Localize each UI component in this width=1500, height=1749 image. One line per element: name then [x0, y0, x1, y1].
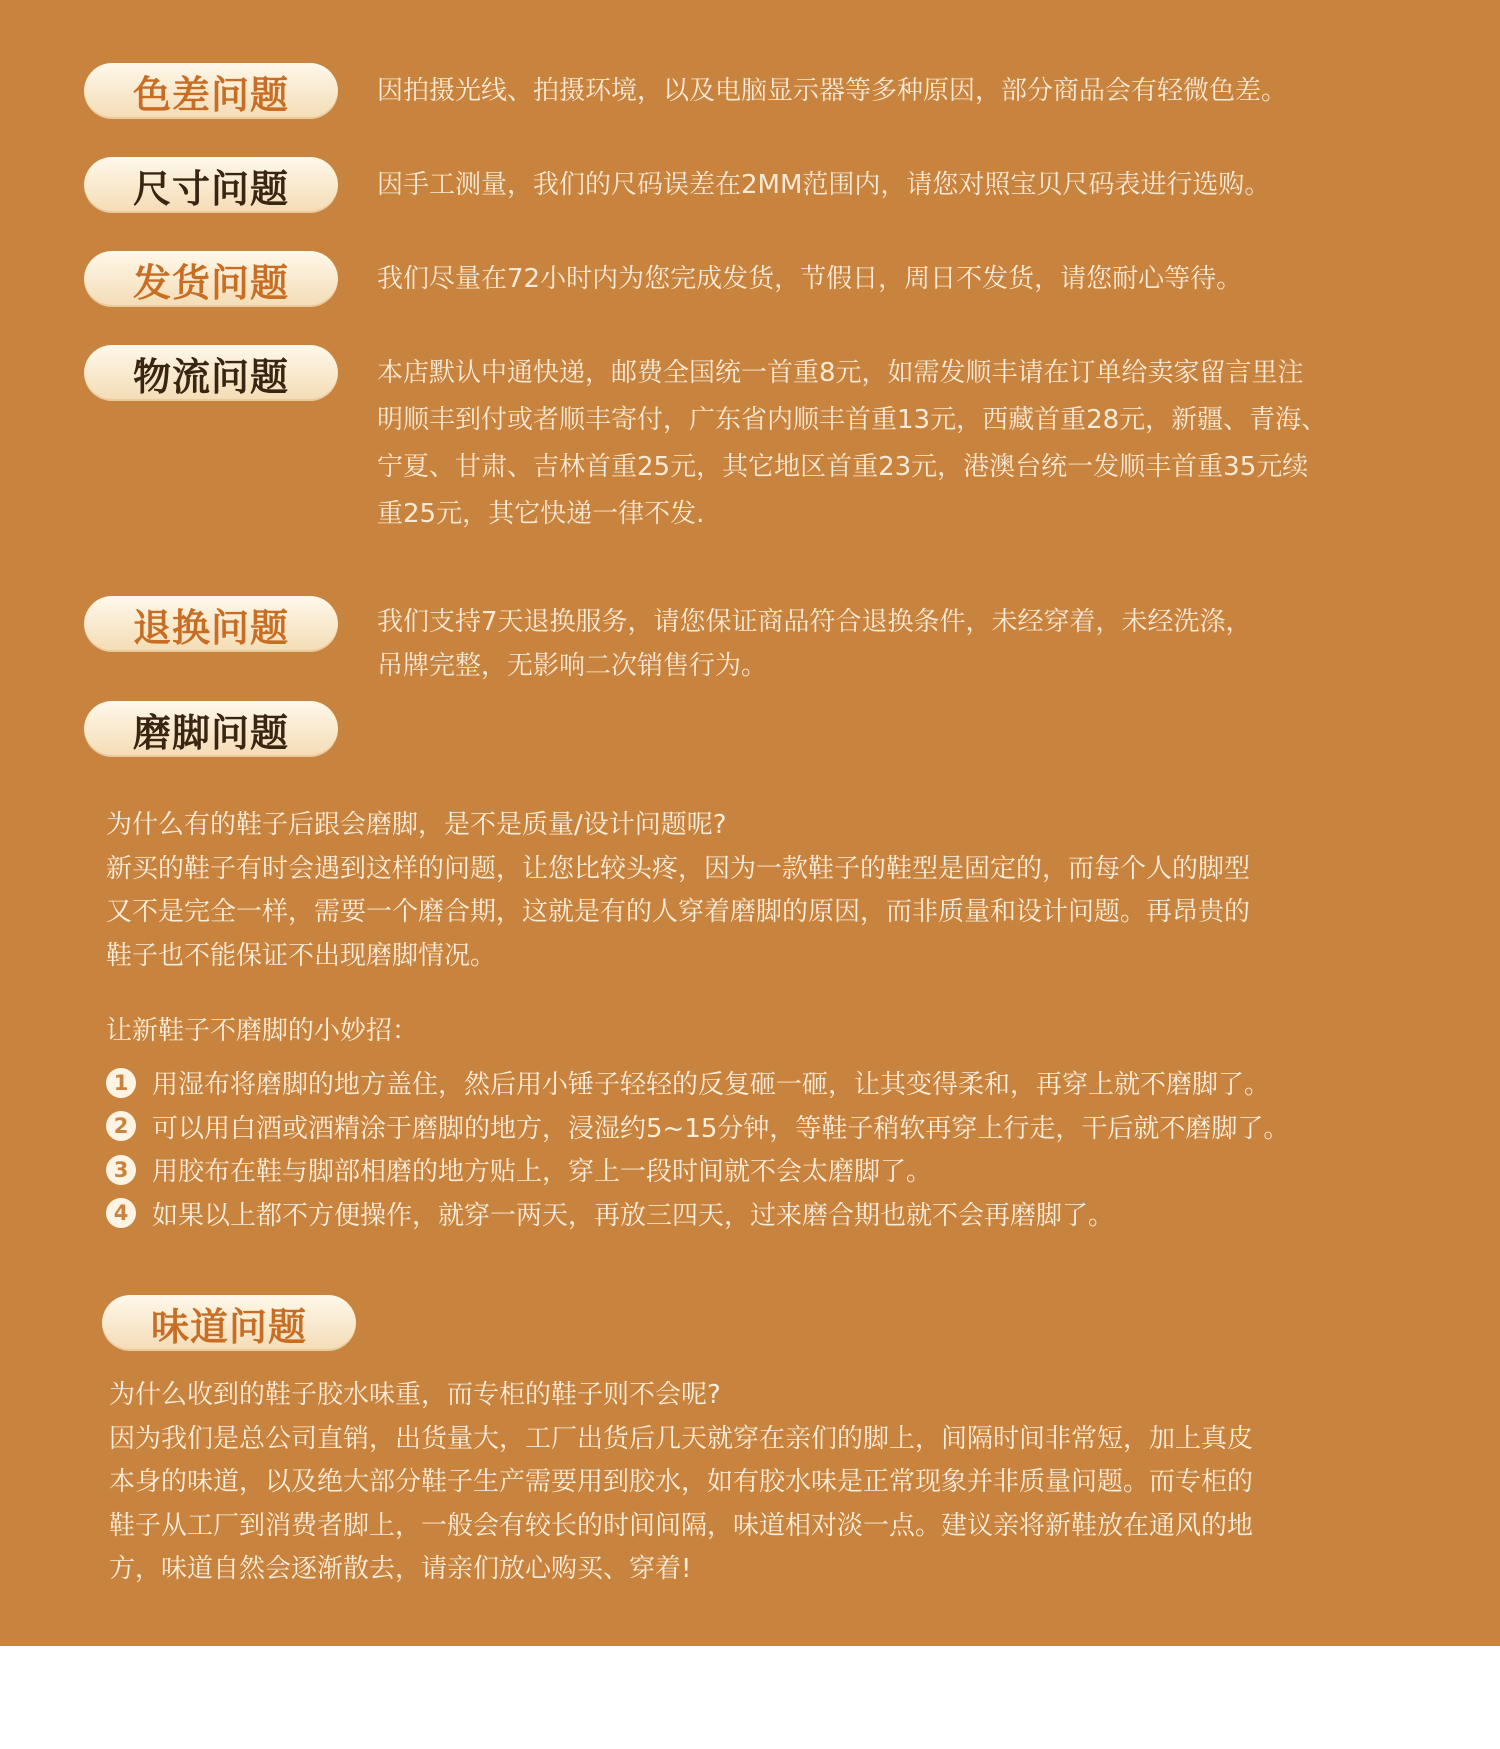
smell-label: 味道问题: [102, 1295, 356, 1351]
returns-line: 吊牌完整，无影响二次销售行为。: [377, 651, 768, 681]
shipping-label: 发货问题: [84, 251, 338, 307]
color-difference-label: 色差问题: [84, 63, 338, 119]
tip-item: [106, 1105, 1436, 1149]
returns-line: 我们支持7天退换服务，请您保证商品符合退换条件，未经穿着，未经洗涤，: [377, 607, 1252, 637]
rubbing-line: 为什么有的鞋子后跟会磨脚，是不是质量/设计问题呢?: [106, 810, 727, 840]
tip-text: 用湿布将磨脚的地方盖住，然后用小锤子轻轻的反复砸一砸，让其变得柔和，再穿上就不磨脚了。: [152, 1070, 1271, 1101]
logistics-line: 宁夏、甘肃、吉林首重25元，其它地区首重23元，港澳台统一发顺丰首重35元续: [377, 452, 1309, 482]
rubbing-label: 磨脚问题: [84, 701, 338, 757]
rubbing-text: [106, 804, 1406, 978]
returns-text: [377, 600, 1417, 688]
tip-item: [106, 1192, 1436, 1236]
logistics-line: 本店默认中通快递，邮费全国统一首重8元，如需发顺丰请在订单给卖家留言里注: [377, 358, 1304, 388]
smell-line: 因为我们是总公司直销，出货量大，工厂出货后几天就穿在亲们的脚上，间隔时间非常短，加上真皮: [109, 1423, 1254, 1454]
rubbing-line: 新买的鞋子有时会遇到这样的问题，让您比较头疼，因为一款鞋子的鞋型是固定的，而每个人的脚型: [106, 853, 1251, 884]
tip-item: [106, 1061, 1436, 1105]
smell-line: 鞋子从工厂到消费者脚上，一般会有较长的时间间隔，味道相对淡一点。建议亲将新鞋放在通风的地: [109, 1510, 1254, 1541]
logistics-text: [377, 350, 1417, 538]
tip-text: 如果以上都不方便操作，就穿一两天，再放三四天，过来磨合期也就不会再磨脚了。: [152, 1200, 1115, 1231]
smell-line: 为什么收到的鞋子胶水味重，而专柜的鞋子则不会呢?: [109, 1380, 721, 1410]
number-4-icon: 4: [106, 1198, 136, 1228]
number-3-icon: 3: [106, 1155, 136, 1185]
size-text: 因手工测量，我们的尺码误差在2MM范围内，请您对照宝贝尺码表进行选购。: [377, 170, 1271, 200]
color-difference-text: 因拍摄光线、拍摄环境，以及电脑显示器等多种原因，部分商品会有轻微色差。: [377, 76, 1288, 106]
tips-list: [106, 1061, 1436, 1235]
tip-text: 可以用白酒或酒精涂于磨脚的地方，浸湿约5~15分钟，等鞋子稍软再穿上行走，干后就不磨脚了。: [152, 1113, 1290, 1144]
smell-text: [109, 1374, 1409, 1592]
rubbing-line: 又不是完全一样，需要一个磨合期，这就是有的人穿着磨脚的原因，而非质量和设计问题。再昂贵的: [106, 897, 1251, 927]
logistics-label: 物流问题: [84, 345, 338, 401]
number-1-icon: 1: [106, 1068, 136, 1098]
tips-title: 让新鞋子不磨脚的小妙招：: [106, 1016, 419, 1046]
logistics-line: 明顺丰到付或者顺丰寄付，广东省内顺丰首重13元，西藏首重28元，新疆、青海、: [377, 405, 1328, 435]
rubbing-line: 鞋子也不能保证不出现磨脚情况。: [106, 940, 497, 971]
logistics-line: 重25元，其它快递一律不发.: [377, 499, 705, 529]
size-label: 尺寸问题: [84, 157, 338, 213]
number-2-icon: 2: [106, 1111, 136, 1141]
smell-line: 方，味道自然会逐渐散去，请亲们放心购买、穿着!: [109, 1554, 692, 1584]
smell-line: 本身的味道，以及绝大部分鞋子生产需要用到胶水，如有胶水味是正常现象并非质量问题。而专柜的: [109, 1467, 1254, 1497]
tip-item: [106, 1148, 1436, 1192]
returns-label: 退换问题: [84, 596, 338, 652]
shipping-text: 我们尽量在72小时内为您完成发货，节假日，周日不发货，请您耐心等待。: [377, 264, 1243, 294]
tip-text: 用胶布在鞋与脚部相磨的地方贴上，穿上一段时间就不会太磨脚了。: [152, 1157, 933, 1188]
